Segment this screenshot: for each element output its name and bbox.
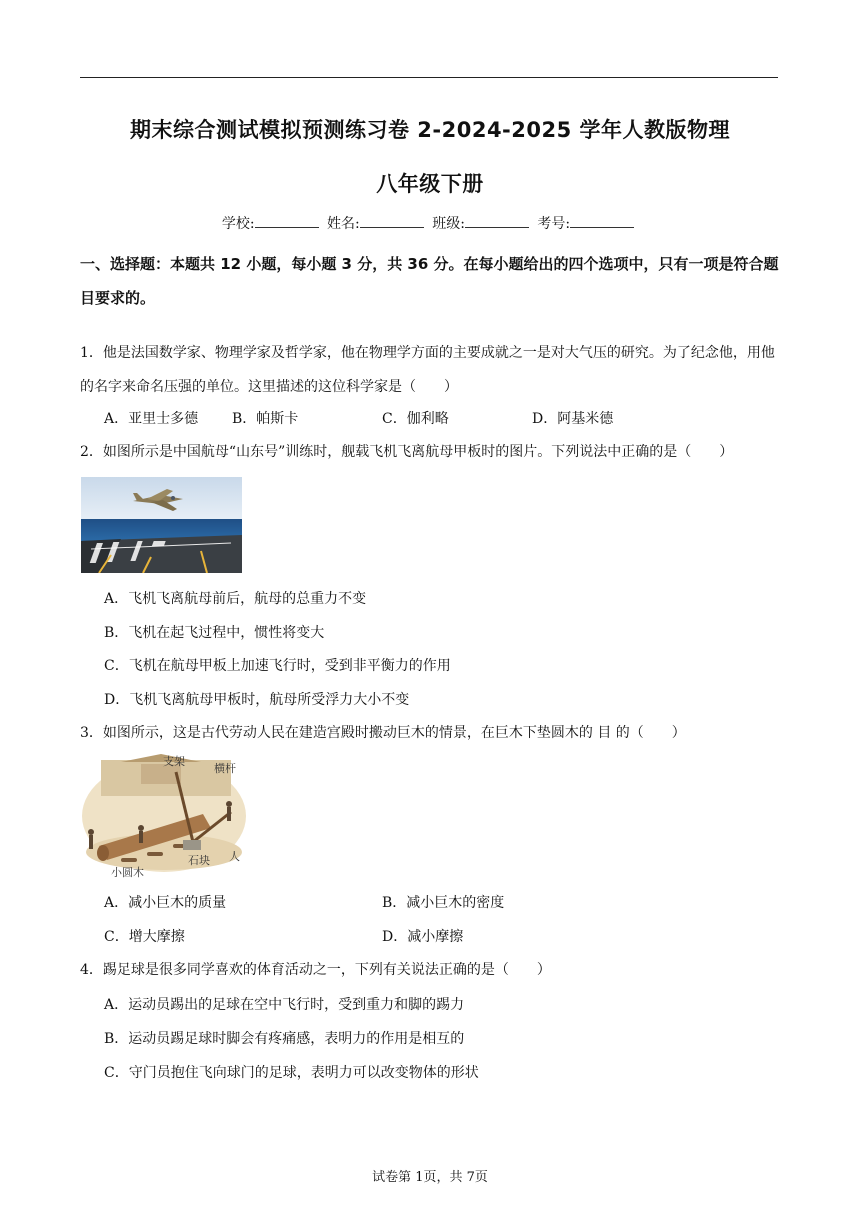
label-small-log: 小圆木 (111, 866, 144, 879)
exam-title-line1: 期末综合测试模拟预测练习卷 2-2024-2025 学年人教版物理 (129, 118, 731, 142)
label-person: 人 (229, 850, 240, 863)
class-blank[interactable] (465, 215, 529, 228)
q1-option-b[interactable]: B．帕斯卡 (232, 411, 299, 427)
class-label: 班级: (432, 216, 465, 232)
q4-option-a[interactable]: A．运动员踢出的足球在空中飞行时，受到重力和脚的踢力 (104, 997, 465, 1013)
carrier-jet-photo (81, 477, 242, 573)
q4-option-b[interactable]: B．运动员踢足球时脚会有疼痛感，表明力的作用是相互的 (104, 1031, 465, 1047)
school-blank[interactable] (255, 215, 319, 228)
question-4-text: 4．踢足球是很多同学喜欢的体育活动之一，下列有关说法正确的是（ ） (80, 962, 551, 978)
q3-option-a[interactable]: A．减小巨木的质量 (104, 895, 227, 911)
section-heading: 一、选择题：本题共 12 小题，每小题 3 分，共 36 分。在每小题给出的四个选项中，只有一项是符合题目要求的。 (80, 255, 779, 307)
school-label: 学校: (221, 216, 255, 232)
q3-option-d[interactable]: D．减小摩擦 (382, 929, 464, 945)
ancient-log-moving-illustration (81, 752, 247, 880)
log-moving-image (81, 752, 247, 880)
label-crossbar: 横杆 (214, 762, 236, 775)
exam-title-line2: 八年级下册 (376, 172, 484, 196)
q3-option-b[interactable]: B．减小巨木的密度 (382, 895, 505, 911)
q1-option-c[interactable]: C．伽利略 (382, 411, 449, 427)
exam-no-blank[interactable] (570, 215, 634, 228)
page-footer: 试卷第 1页，共 7页 (372, 1170, 488, 1185)
q3-option-c[interactable]: C．增大摩擦 (104, 929, 185, 945)
question-1-text: 1．他是法国数学家、物理学家及哲学家，他在物理学方面的主要成就之一是对大气压的研究。为了纪念他，用他的名字来命名压强的单位。这里描述的这位科学家是（ ） (80, 345, 775, 395)
q1-option-d[interactable]: D．阿基米德 (532, 411, 614, 427)
q1-option-a[interactable]: A．亚里士多德 (104, 411, 199, 427)
carrier-jet-image (81, 477, 242, 573)
q2-option-d[interactable]: D．飞机飞离航母甲板时，航母所受浮力大小不变 (104, 692, 410, 708)
q2-option-a[interactable]: A．飞机飞离航母前后，航母的总重力不变 (104, 591, 367, 607)
question-3-text: 3．如图所示，这是古代劳动人民在建造宫殿时搬动巨木的情景，在巨木下垫圆木的 目 的（ ） (80, 725, 686, 741)
label-stone: 石块 (188, 854, 210, 867)
question-2-text: 2．如图所示是中国航母“山东号”训练时，舰载飞机飞离航母甲板时的图片。下列说法中正确的是（ ） (80, 444, 734, 460)
q2-option-c[interactable]: C．飞机在航母甲板上加速飞行时，受到非平衡力的作用 (104, 658, 451, 674)
q2-option-b[interactable]: B．飞机在起飞过程中，惯性将变大 (104, 625, 325, 641)
name-label: 姓名: (327, 216, 360, 232)
header-rule (80, 77, 778, 78)
label-bracket: 支架 (163, 755, 185, 768)
name-blank[interactable] (360, 215, 424, 228)
q4-option-c[interactable]: C．守门员抱住飞向球门的足球，表明力可以改变物体的形状 (104, 1065, 479, 1081)
student-info-line (80, 213, 780, 233)
exam-no-label: 考号: (537, 216, 571, 232)
